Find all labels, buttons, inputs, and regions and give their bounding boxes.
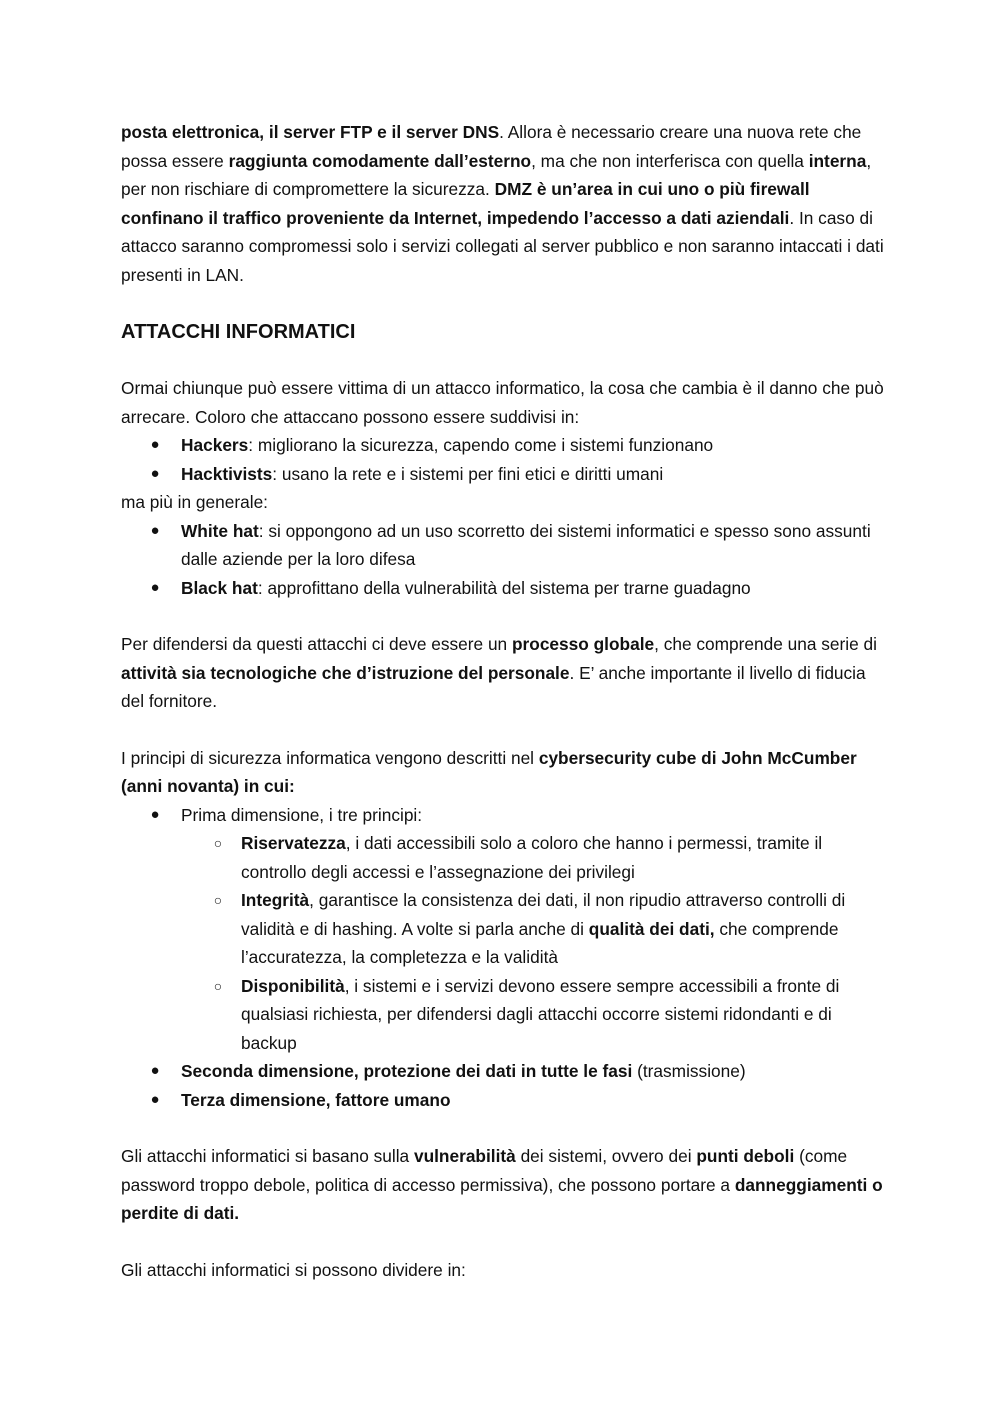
bold-text: posta elettronica, il server FTP e il server DNS: [121, 122, 500, 142]
bold-text: qualità dei dati,: [588, 918, 715, 939]
bold-text: vulnerabilità: [413, 1146, 516, 1166]
bold-text: danneggiamenti o perdite di dati.: [121, 1174, 883, 1223]
bullet-icon: ●: [150, 578, 160, 596]
list-item: [181, 972, 891, 1058]
paragraph-defense: [121, 630, 891, 716]
text: che comprende l’accuratezza, la completezza e la validità: [241, 918, 839, 967]
list-item: [181, 829, 891, 886]
bullet-icon: ●: [150, 464, 160, 482]
bullet-icon: ●: [150, 436, 160, 453]
paragraph-middle: ma più in generale:: [121, 492, 268, 512]
text: , i dati accessibili solo a coloro che hanno i permessi, tramite il controllo degli accessi e l’assegnazione dei privilegi: [241, 833, 823, 882]
text: : si oppongono ad un uso scorretto dei sistemi informatici e spesso sono assunti dalle aziende per la loro difesa: [181, 520, 871, 569]
spacer: [121, 1228, 891, 1256]
bullet-icon: ●: [150, 1090, 160, 1108]
text: : migliorano la sicurezza, capendo come i sistemi funzionano: [248, 435, 714, 455]
list-item: [121, 1086, 891, 1115]
document-body: [121, 118, 891, 1284]
text: . In caso di attacco saranno compromessi solo i servizi collegati al server pubblico e non saranno intaccati i dati presenti in LAN.: [121, 207, 884, 285]
bold-text: DMZ è un’area in cui uno o più firewall confinano il traffico proveniente da Internet, impedendo l’accesso a dati aziendali: [121, 179, 810, 228]
list-item: [121, 801, 891, 1058]
bold-text: White hat: [181, 520, 259, 541]
list-item: [121, 431, 891, 460]
text: : approfittano della vulnerabilità del sistema per trarne guadagno: [257, 577, 751, 598]
bold-text: punti deboli: [696, 1146, 795, 1166]
section-heading: ATTACCHI INFORMATICI: [121, 321, 356, 343]
attacker-list-2: [121, 517, 891, 603]
bold-text: cybersecurity cube di John McCumber (anni novanta) in cui:: [121, 747, 857, 796]
text: : usano la rete e i sistemi per fini etici e diritti umani: [272, 463, 664, 484]
text: . E’ anche importante il livello di fiducia del fornitore.: [121, 662, 866, 711]
text: dei sistemi, ovvero dei: [515, 1146, 697, 1166]
text: (trasmissione): [632, 1061, 746, 1081]
circle-bullet-icon: ○: [213, 835, 223, 851]
bold-text: raggiunta comodamente dall’esterno: [228, 150, 532, 171]
bold-text: Black hat: [181, 577, 258, 598]
list-item: [121, 574, 891, 603]
spacer: [121, 1114, 891, 1142]
list-item: [181, 886, 891, 972]
bold-text: Disponibilità: [241, 975, 345, 996]
text: , che comprende una serie di: [654, 634, 877, 654]
paragraph-attackers: Ormai chiunque può essere vittima di un attacco informatico, la cosa che cambia è il danno che può arrecare. Coloro che attaccano possono essere suddivisi in:: [121, 378, 884, 427]
bold-text: Terza dimensione, fattore umano: [181, 1089, 451, 1110]
bold-text: Seconda dimensione, protezione dei dati in tutte le fasi: [181, 1061, 633, 1081]
text: I principi di sicurezza informatica vengono descritti nel: [121, 747, 539, 768]
bullet-icon: ●: [150, 521, 160, 539]
text: , per non rischiare di compromettere la sicurezza.: [121, 150, 872, 199]
bold-text: Hacktivists: [181, 463, 273, 484]
circle-bullet-icon: ○: [213, 892, 223, 908]
text: , i sistemi e i servizi devono essere sempre accessibili a fronte di qualsiasi richiesta, per difendersi dagli attacchi occorre sistemi ridondanti e di backup: [241, 975, 840, 1053]
paragraph-cube: [121, 744, 891, 801]
bold-text: Integrità: [241, 890, 310, 910]
text: , ma che non interferisca con quella: [531, 150, 809, 171]
bold-text: Riservatezza: [241, 833, 346, 853]
circle-bullet-icon: ○: [213, 977, 223, 994]
spacer: [121, 716, 891, 744]
bold-text: attività sia tecnologiche che d’istruzione del personale: [121, 662, 570, 683]
paragraph-division: Gli attacchi informatici si possono dividere in:: [121, 1259, 466, 1280]
bold-text: interna: [808, 150, 867, 171]
paragraph-dmz: [121, 118, 891, 289]
list-item: [121, 517, 891, 574]
paragraph-vulnerability: [121, 1142, 891, 1228]
text: . Allora è necessario creare una nuova rete che possa essere: [121, 122, 862, 171]
bold-text: Hackers: [181, 435, 249, 455]
text: Prima dimensione, i tre principi:: [181, 804, 423, 825]
spacer: [121, 602, 891, 630]
text: Gli attacchi informatici si basano sulla: [121, 1146, 414, 1166]
list-item: [121, 1057, 891, 1086]
principles-list: [181, 829, 891, 1057]
attacker-list-1: [121, 431, 891, 488]
text: (come password troppo debole, politica di accesso permissiva), che possono portare a: [121, 1146, 848, 1195]
bold-text: processo globale: [511, 634, 655, 654]
text: , garantisce la consistenza dei dati, il non ripudio attraverso controlli di validità e di hashing. A volte si parla anche di: [241, 890, 846, 939]
bullet-icon: ●: [150, 1062, 160, 1079]
list-item: [121, 460, 891, 489]
bullet-icon: ●: [150, 805, 160, 823]
dimension-list: [121, 801, 891, 1115]
text: Per difendersi da questi attacchi ci deve essere un: [121, 634, 512, 654]
